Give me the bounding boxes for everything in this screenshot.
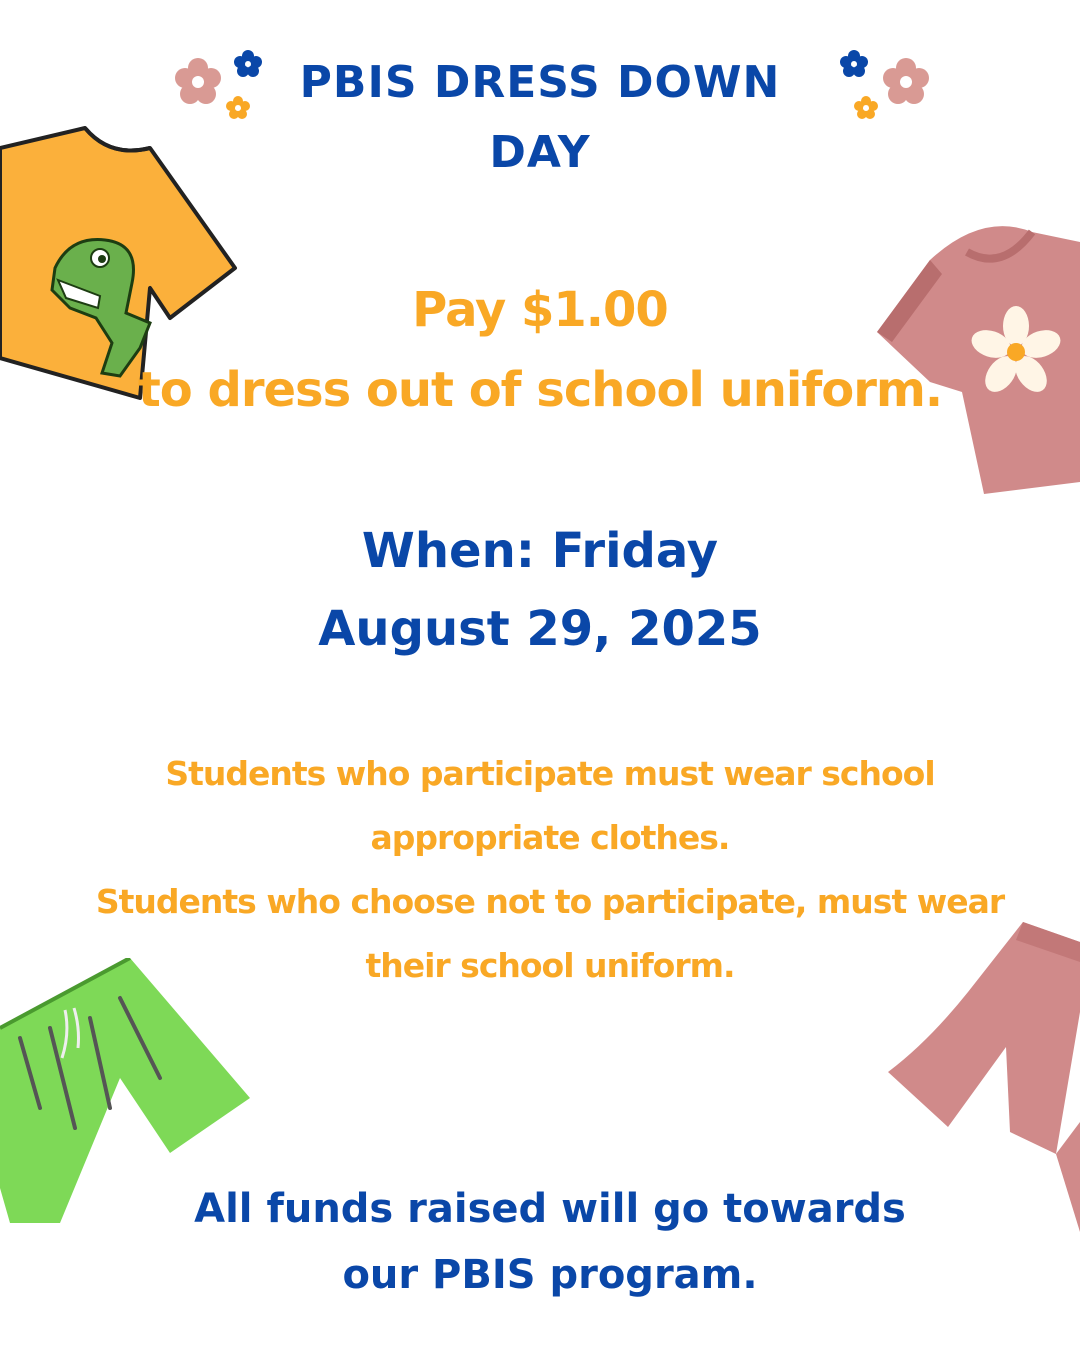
pay-amount: Pay $1.00	[412, 282, 668, 338]
funds-section	[100, 1176, 1000, 1308]
when-section	[0, 512, 1080, 668]
when-day: When: Friday	[361, 523, 719, 579]
pay-description: to dress out of school uniform.	[137, 362, 943, 418]
page-title	[0, 48, 1080, 188]
rules-section	[60, 742, 1040, 998]
rules-line-1: Students who participate must wear school	[165, 754, 935, 793]
pay-section	[0, 270, 1080, 430]
funds-line-1: All funds raised will go towards	[194, 1186, 906, 1232]
title-line-2: DAY	[489, 127, 591, 178]
when-date: August 29, 2025	[318, 601, 762, 657]
rules-line-3: Students who choose not to participate, must wear	[95, 882, 1005, 921]
funds-line-2: our PBIS program.	[342, 1252, 758, 1298]
title-line-1: PBIS DRESS DOWN	[299, 57, 781, 108]
rules-line-4: their school uniform.	[365, 946, 735, 985]
rules-line-2: appropriate clothes.	[370, 818, 730, 857]
